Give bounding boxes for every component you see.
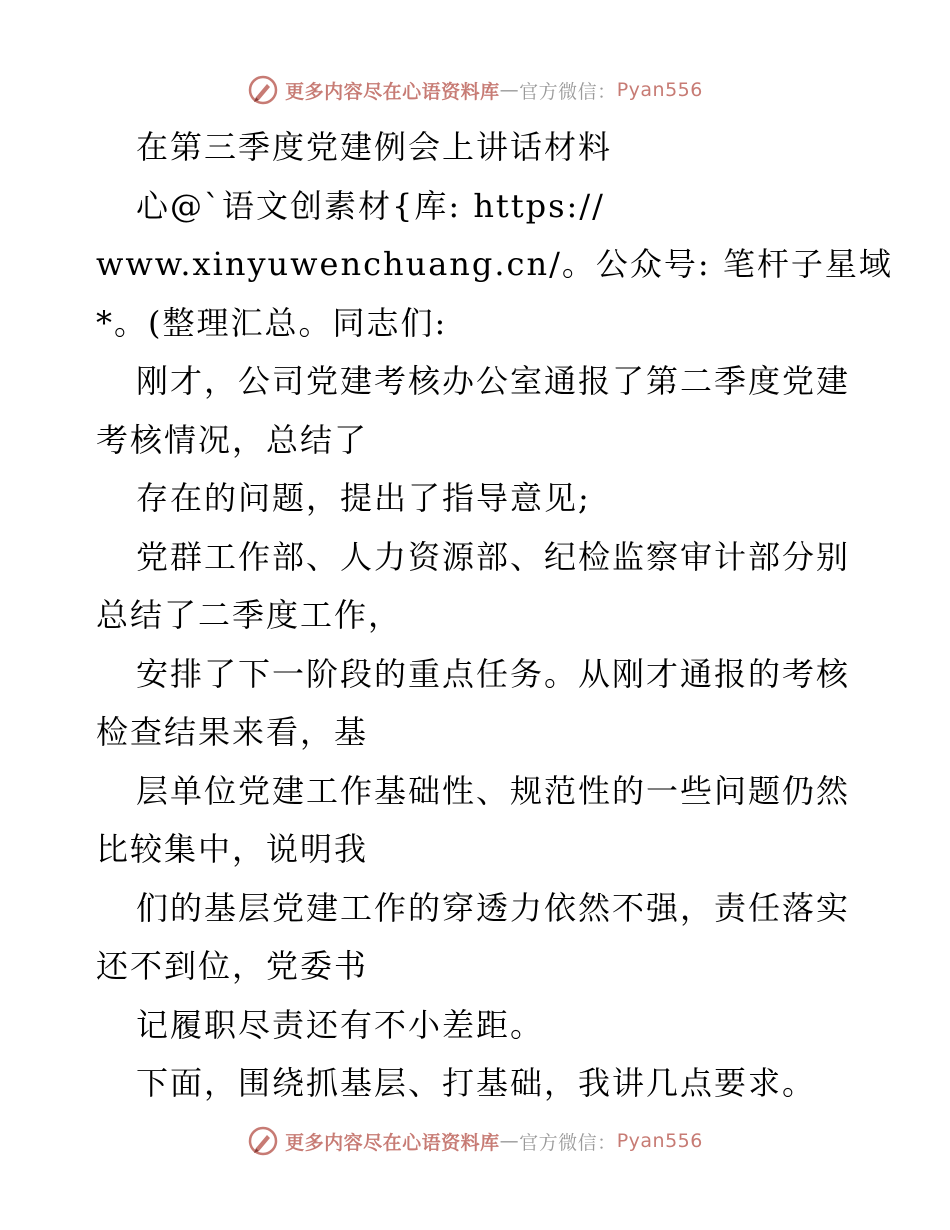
text-line: 党群工作部、人力资源部、纪检监察审计部分别: [136, 537, 851, 576]
text-line: 刚才，公司党建考核办公室通报了第二季度党建: [136, 362, 851, 400]
footer-banner: [0, 1121, 950, 1161]
pen-logo-icon: [247, 74, 279, 106]
banner-separator: —: [499, 79, 520, 101]
text-line: 记履职尽责还有不小差距。: [136, 1005, 545, 1044]
banner-wechat-id: Pyan556: [616, 1130, 703, 1152]
text-line: 检查结果来看，基: [96, 713, 369, 751]
text-line: www.xinyuwenchuang.cn/。公众号: 笔杆子星域: [96, 245, 893, 283]
banner-sub-text: 官方微信：: [519, 80, 617, 103]
banner-main-text: 更多内容尽在心语资料库: [285, 1131, 500, 1154]
pen-logo-icon: [247, 1125, 279, 1157]
text-line: 考核情况，总结了: [96, 420, 369, 459]
text-line: 存在的问题，提出了指导意见;: [136, 479, 591, 517]
text-line: 比较集中，说明我: [96, 830, 369, 868]
text-line: 还不到位，党委书: [96, 947, 369, 985]
text-line: 心@`语文创素材{库: https://: [136, 186, 605, 225]
banner-separator: —: [499, 1130, 520, 1152]
text-line: 安排了下一阶段的重点任务。从刚才通报的考核: [136, 654, 851, 693]
banner-sub-text: 官方微信：: [519, 1131, 617, 1154]
text-line: 总结了二季度工作，: [96, 596, 403, 634]
header-banner: [0, 70, 950, 110]
document-title: 在第三季度党建例会上讲话材料: [136, 128, 613, 166]
banner-wechat-id: Pyan556: [616, 79, 703, 101]
text-line: *。(整理汇总。同志们:: [96, 303, 448, 342]
document-body: [96, 118, 893, 1113]
text-line: 们的基层党建工作的穿透力依然不强，责任落实: [136, 888, 851, 927]
text-line: 层单位党建工作基础性、规范性的一些问题仍然: [136, 771, 851, 810]
text-line: 下面，围绕抓基层、打基础，我讲几点要求。: [136, 1064, 817, 1102]
banner-main-text: 更多内容尽在心语资料库: [285, 80, 500, 103]
